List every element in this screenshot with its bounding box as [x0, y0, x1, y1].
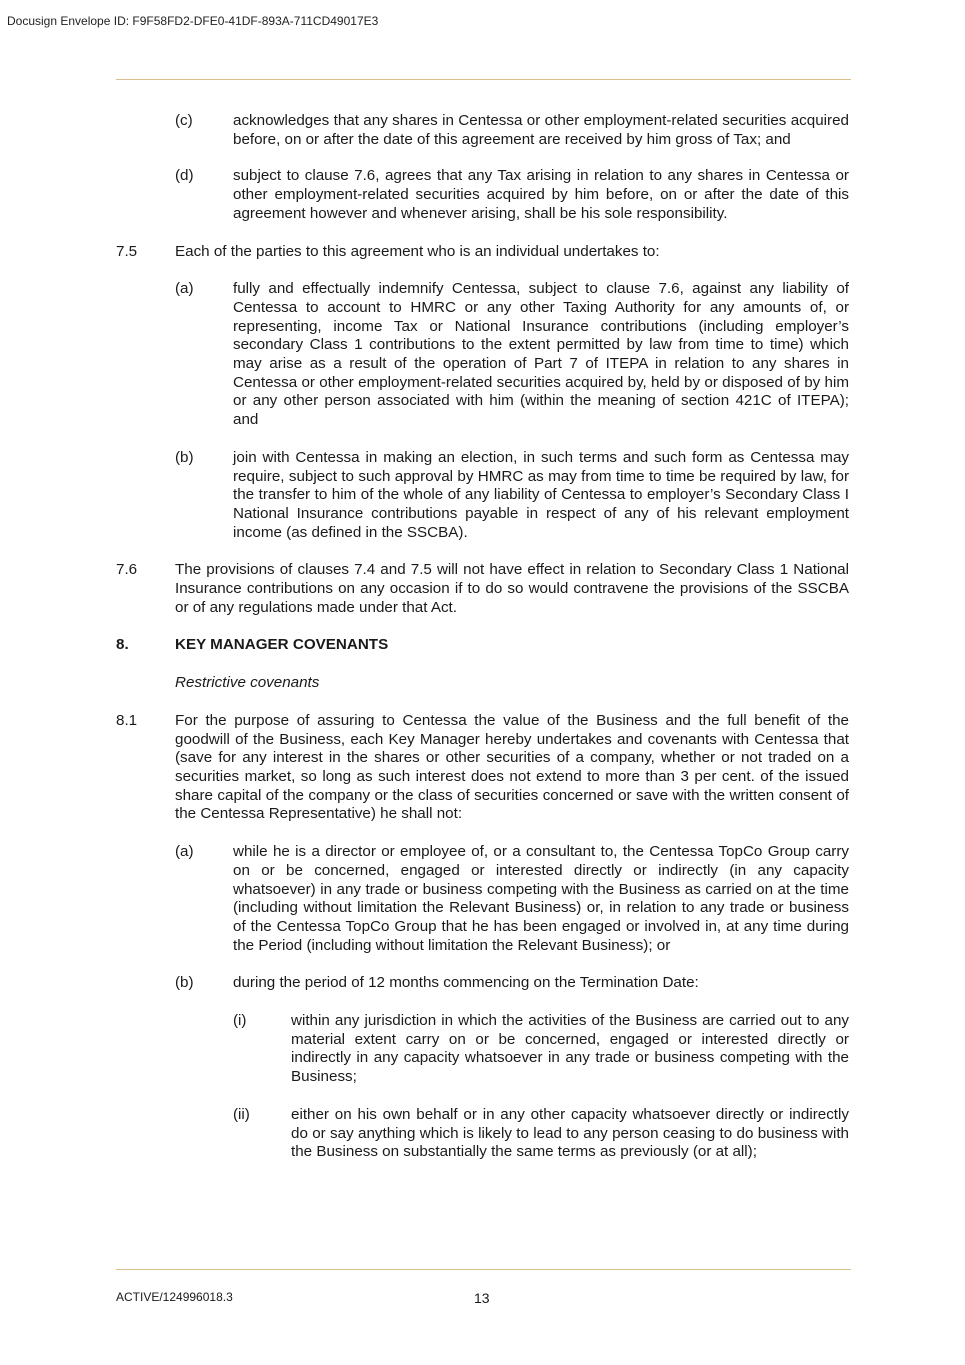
clause-7-5-b: [175, 449, 849, 543]
clause-text: The provisions of clauses 7.4 and 7.5 will not have effect in relation to Secondary Class 1 National Insurance contributions on any occasion if to do so would contravene the provisions of the SSCBA or of any regulations made under that Act.: [175, 561, 849, 616]
clause-number: 8.1: [116, 711, 138, 729]
clause-label: (i): [233, 1012, 247, 1030]
section-number: 8.: [116, 636, 129, 654]
clause-8-1-a: [175, 843, 849, 955]
clause-text: fully and effectually indemnify Centessa, subject to clause 7.6, against any liability of Centessa to account to HMRC or any other Taxing Authority for any amounts of, or representing, income Tax or National Insurance contributions (including employer’s secondary Class 1 contributions to the extent permitted by law from time to time) which may arise as a result of the operation of Part 7 of ITEPA in relation to any shares in Centessa or other employment-related securities acquired by, held by or disposed of by him or any other person associated with him (within the meaning of section 421C of ITEPA); and: [233, 280, 849, 429]
clause-text: acknowledges that any shares in Centessa or other employment-related securities acquired before, on or after the date of this agreement are received by him gross of Tax; and: [233, 112, 849, 148]
clause-text: Each of the parties to this agreement who is an individual undertakes to:: [175, 242, 660, 260]
clause-8-1: [116, 712, 849, 824]
document-reference: ACTIVE/124996018.3: [116, 1290, 233, 1304]
footer-rule: [116, 1269, 851, 1270]
clause-label: (a): [175, 280, 194, 298]
clause-text: while he is a director or employee of, or a consultant to, the Centessa TopCo Group carry on or be concerned, engaged or interested directly or indirectly (in any capacity whatsoever) in any trade or business competing with the Business as carried on at the time (including without limitation the Relevant Business) or, in relation to any trade or business of the Centessa TopCo Group that he has been engaged or involved in, at any time during the Period (including without limitation the Relevant Business); or: [233, 843, 849, 954]
clause-8-1-b: [175, 974, 849, 993]
clause-text: For the purpose of assuring to Centessa the value of the Business and the full benefit of the goodwill of the Business, each Key Manager hereby undertakes and covenants with Centessa that (save for any interest in the shares or other securities of a company, whether or not traded on a securities market, so long as such interest does not extend to more than 3 per cent. of the issued share capital of the company or the class of securities concerned or save with the written consent of the Centessa Representative) he shall not:: [175, 711, 849, 823]
clause-label: (b): [175, 448, 194, 466]
clause-label: (d): [175, 167, 194, 185]
clause-text: within any jurisdiction in which the activities of the Business are carried out to any material extent carry on or be concerned, engaged or interested directly or indirectly in any capacity whatsoever in any trade or business competing with the Business;: [291, 1012, 849, 1086]
clause-text: subject to clause 7.6, agrees that any Tax arising in relation to any shares in Centessa or other employment-related securities acquired by him before, on or after the date of this agreement however and whenever arising, shall be his sole responsibility.: [233, 167, 849, 222]
subheading-restrictive-covenants: Restrictive covenants: [175, 674, 320, 692]
clause-label: (a): [175, 843, 194, 861]
clause-text: during the period of 12 months commencing on the Termination Date:: [233, 974, 699, 992]
clause-label: (b): [175, 974, 194, 992]
clause-7-6: [116, 561, 849, 617]
section-title: KEY MANAGER COVENANTS: [175, 636, 389, 654]
clause-8-1-b-i: [233, 1012, 849, 1087]
envelope-id: Docusign Envelope ID: F9F58FD2-DFE0-41DF-893A-711CD49017E3: [7, 14, 379, 28]
clause-number: 7.5: [116, 242, 138, 260]
clause-7-4-d: [175, 167, 849, 223]
clause-7-4-c: [175, 112, 849, 149]
clause-7-5-a: [175, 280, 849, 430]
clause-text: either on his own behalf or in any other capacity whatsoever directly or indirectly do or say anything which is likely to lead to any person ceasing to do business with the Business on substantially the same terms as previously (or at all);: [291, 1105, 849, 1161]
document-body: [116, 112, 849, 1162]
clause-7-5: [116, 243, 849, 262]
clause-8-1-b-ii: [233, 1106, 849, 1162]
page-number: 13: [474, 1290, 490, 1306]
header-rule: [116, 79, 851, 80]
clause-text: join with Centessa in making an election, in such terms and such form as Centessa may require, subject to such approval by HMRC as may from time to time be required by law, for the transfer to him of the whole of any liability of Centessa to employer’s Secondary Class I National Insurance contributions payable in respect of any of his relevant employment income (as defined in the SSCBA).: [233, 448, 849, 541]
clause-label: (c): [175, 112, 193, 129]
section-8-heading: [116, 636, 849, 655]
clause-label: (ii): [233, 1105, 250, 1123]
clause-number: 7.6: [116, 561, 138, 579]
